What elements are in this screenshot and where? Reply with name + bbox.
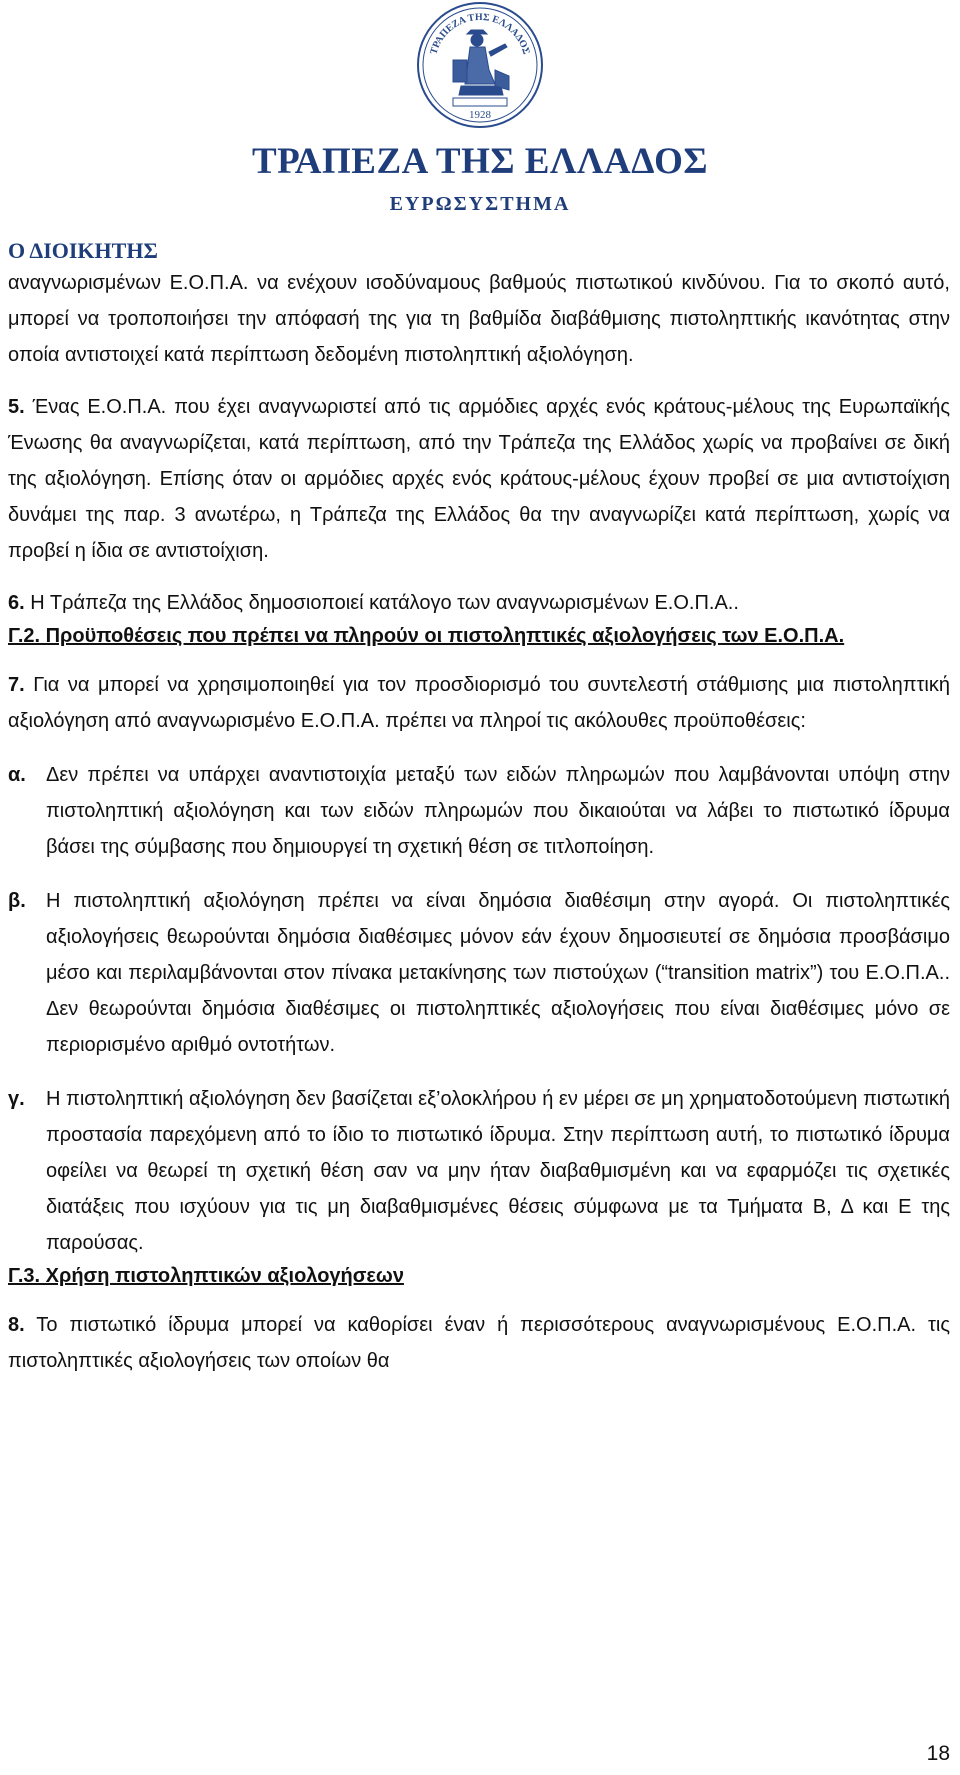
paragraph-8 — [8, 1307, 950, 1379]
paragraph-8-text: Το πιστωτικό ίδρυμα μπορεί να καθορίσει έναν ή περισσότερους αναγνωρισμένους Ε.Ο.Π.Α. τις πιστοληπτικές αξιολογήσεις των οποίων θα — [8, 1314, 950, 1372]
list-item-marker: γ. — [8, 1088, 25, 1110]
list-item-alpha — [8, 757, 950, 865]
section-heading-g3: Γ.3. Χρήση πιστοληπτικών αξιολογήσεων — [8, 1265, 404, 1287]
eurosystem-label: ΕΥΡΩΣΥΣΤΗΜΑ — [389, 193, 571, 215]
paragraph-7 — [8, 667, 950, 739]
paragraph-5 — [8, 389, 950, 569]
bank-seal-logo — [415, 0, 545, 130]
document-body — [8, 265, 950, 1379]
intro-paragraph: αναγνωρισμένων Ε.Ο.Π.Α. να ενέχουν ισοδύναμους βαθμούς πιστωτικού κινδύνου. Για το σκοπό αυτό, μπορεί να τροποποιήσει την απόφασή της για τη βαθμίδα διαβάθμισης πιστοληπτικής ικανότητας στην οποία αντιστοιχεί κατά περίπτωση δεδομένη πιστοληπτική αξιολόγηση. — [8, 272, 950, 366]
seal-year: 1928 — [469, 109, 491, 121]
paragraph-6-text: Η Τράπεζα της Ελλάδος δημοσιοποιεί κατάλογο των αναγνωρισμένων Ε.Ο.Π.Α.. — [24, 592, 739, 614]
list-item-beta — [8, 883, 950, 1063]
bank-name: ΤΡΑΠΕΖΑ ΤΗΣ ΕΛΛΑΔΟΣ — [251, 141, 709, 182]
paragraph-7-text: Για να μπορεί να χρησιμοποιηθεί για τον προσδιορισμό του συντελεστή στάθμισης μια πιστοληπτική αξιολόγηση από αναγνωρισμένο Ε.Ο.Π.Α. πρέπει να πληροί τις ακόλουθες προϋποθέσεις: — [8, 674, 950, 732]
paragraph-6 — [8, 585, 950, 621]
paragraph-5-number: 5. — [8, 396, 25, 418]
paragraph-5-text: Ένας Ε.Ο.Π.Α. που έχει αναγνωριστεί από τις αρμόδιες αρχές ενός κράτους-μέλους της Ευρωπαϊκής Ένωσης θα αναγνωρίζεται, κατά περίπτωση, από την Τράπεζα της Ελλάδος χωρίς να προβαίνει σε δική της αξιολόγηση. Επίσης όταν οι αρμόδιες αρχές ενός κράτους-μέλους έχουν προβεί σε μια αντιστοίχιση δυνάμει της παρ. 3 ανωτέρω, η Τράπεζα της Ελλάδος θα την αναγνωρίζει κατά περίπτωση, χωρίς να προβεί η ίδια σε αντιστοίχιση. — [8, 396, 950, 562]
list-item-text: Η πιστοληπτική αξιολόγηση δεν βασίζεται εξ’ολοκλήρου ή εν μέρει σε μη χρηματοδοτούμενη πιστωτική προστασία παρεχόμενη από το ίδιο το πιστωτικό ίδρυμα. Στην περίπτωση αυτή, το πιστωτικό ίδρυμα οφείλει να θεωρεί τη σχετική θέση σαν να μην ήταν διαβαθμισμένη και να εφαρμόζει τις σχετικές διατάξεις που ισχύουν για τις μη διαβαθμισμένες θέσεις σύμφωνα με τα Τμήματα Β, Δ και Ε της παρούσας. — [46, 1088, 950, 1254]
list-item-text: Δεν πρέπει να υπάρχει αναντιστοιχία μεταξύ των ειδών πληρωμών που λαμβάνονται υπόψη στην πιστοληπτική αξιολόγηση και των ειδών πληρωμών που δικαιούται να λάβει το πιστωτικό ίδρυμα βάσει της σύμβασης που δημιουργεί τη σχετική θέση σε τιτλοποίηση. — [46, 764, 950, 858]
page-number: 18 — [926, 1742, 950, 1765]
seal-ring-text: ΤΡΑΠΕΖΑ ΤΗΣ ΕΛΛΑΔΟΣ — [428, 11, 532, 56]
list-item-gamma — [8, 1081, 950, 1261]
paragraph-7-number: 7. — [8, 674, 25, 696]
list-item-marker: α. — [8, 764, 26, 786]
letterhead — [0, 0, 960, 220]
list-item-text: Η πιστοληπτική αξιολόγηση πρέπει να είναι δημόσια διαθέσιμη στην αγορά. Οι πιστοληπτικές αξιολογήσεις θεωρούνται δημόσια διαθέσιμες μόνον εάν έχουν δημοσιευτεί σε δημόσια προσβάσιμο μέσο και περιλαμβάνονται στον πίνακα μετακίνησης των πιστούχων (“transition matrix”) του Ε.Ο.Π.Α.. Δεν θεωρούνται δημόσια διαθέσιμες οι πιστοληπτικές αξιολογήσεις που είναι διαθέσιμες μόνο σε περιορισμένο αριθμό οντοτήτων. — [46, 890, 950, 1056]
paragraph-8-number: 8. — [8, 1314, 25, 1336]
governor-label: Ο ΔΙΟΙΚΗΤΗΣ — [8, 238, 158, 263]
section-heading-g2: Γ.2. Προϋποθέσεις που πρέπει να πληρούν οι πιστοληπτικές αξιολογήσεις των Ε.Ο.Π.Α. — [8, 625, 845, 647]
paragraph-6-number: 6. — [8, 592, 25, 614]
list-item-marker: β. — [8, 890, 26, 912]
